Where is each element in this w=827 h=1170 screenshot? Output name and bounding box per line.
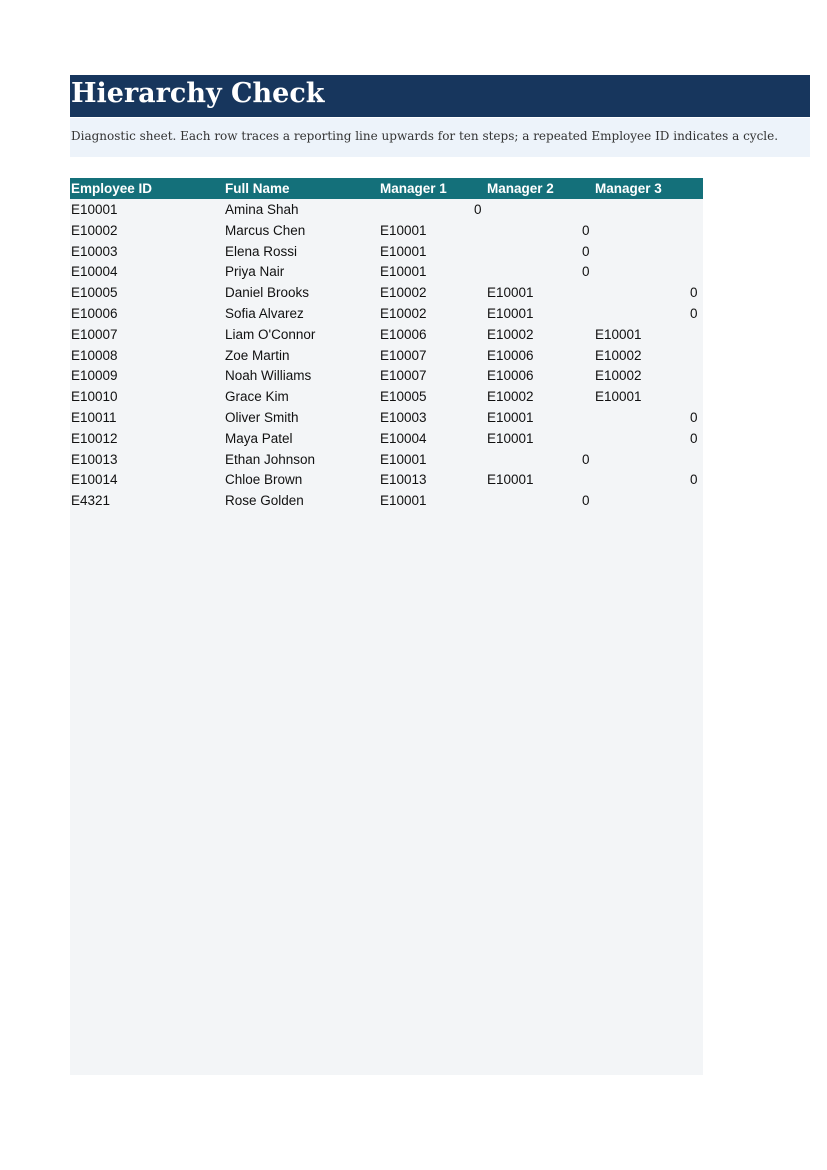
table-row bbox=[70, 491, 703, 512]
column-header-manager-3[interactable]: Manager 3 bbox=[595, 181, 662, 196]
manager-1-cell[interactable]: E10001 bbox=[380, 243, 427, 259]
manager-1-cell[interactable]: E10001 bbox=[380, 493, 427, 509]
employee-id-cell[interactable]: E10009 bbox=[71, 368, 118, 384]
column-header-employee-id[interactable]: Employee ID bbox=[71, 181, 153, 196]
manager-2-cell[interactable]: E10001 bbox=[487, 285, 534, 301]
manager-1-cell[interactable]: E10004 bbox=[380, 430, 427, 446]
manager-2-cell[interactable]: E10006 bbox=[487, 347, 534, 363]
full-name-cell[interactable]: Sofia Alvarez bbox=[225, 306, 304, 321]
manager-1-cell[interactable]: E10003 bbox=[380, 410, 427, 425]
manager-3-cell[interactable]: 0 bbox=[690, 306, 698, 321]
table-row bbox=[70, 262, 703, 283]
manager-3-cell[interactable]: E10002 bbox=[595, 347, 642, 363]
employee-id-cell[interactable]: E4321 bbox=[71, 493, 111, 509]
table-row bbox=[70, 283, 703, 304]
manager-1-cell[interactable]: E10001 bbox=[380, 451, 427, 467]
manager-1-cell[interactable]: E10013 bbox=[380, 472, 427, 488]
employee-id-cell[interactable]: E10005 bbox=[71, 285, 118, 301]
full-name-cell[interactable]: Daniel Brooks bbox=[225, 285, 310, 301]
manager-1-cell[interactable]: E10007 bbox=[380, 347, 427, 363]
manager-1-cell[interactable]: E10006 bbox=[380, 326, 427, 342]
manager-3-cell[interactable]: 0 bbox=[690, 430, 698, 446]
manager-2-cell[interactable]: E10001 bbox=[487, 430, 534, 446]
manager-3-cell[interactable]: 0 bbox=[690, 410, 698, 425]
table-row bbox=[70, 470, 703, 491]
full-name-cell[interactable]: Rose Golden bbox=[225, 493, 304, 509]
table-row bbox=[70, 366, 703, 387]
table-row bbox=[70, 346, 703, 367]
table-row bbox=[70, 387, 703, 408]
table-row bbox=[70, 325, 703, 346]
employee-id-cell[interactable]: E10008 bbox=[71, 347, 118, 363]
manager-1-cell[interactable]: E10002 bbox=[380, 306, 427, 321]
employee-id-cell[interactable]: E10013 bbox=[71, 451, 118, 467]
table-row bbox=[70, 200, 703, 221]
employee-id-cell[interactable]: E10014 bbox=[71, 472, 118, 488]
table-row bbox=[70, 450, 703, 471]
employee-id-cell[interactable]: E10006 bbox=[71, 306, 118, 321]
employee-id-cell[interactable]: E10003 bbox=[71, 243, 118, 259]
manager-1-cell[interactable]: 0 bbox=[474, 202, 482, 217]
employee-id-cell[interactable]: E10007 bbox=[71, 326, 118, 342]
employee-id-cell[interactable]: E10012 bbox=[71, 430, 118, 446]
manager-3-cell[interactable]: 0 bbox=[690, 285, 698, 301]
full-name-cell[interactable]: Liam O'Connor bbox=[225, 326, 316, 342]
employee-id-cell[interactable]: E10010 bbox=[71, 389, 118, 405]
manager-3-cell[interactable]: E10002 bbox=[595, 368, 642, 384]
subtitle-bar bbox=[70, 118, 810, 157]
manager-1-cell[interactable]: E10007 bbox=[380, 368, 427, 384]
full-name-cell[interactable]: Zoe Martin bbox=[225, 347, 290, 363]
manager-2-cell[interactable]: E10001 bbox=[487, 472, 534, 488]
full-name-cell[interactable]: Marcus Chen bbox=[225, 222, 306, 238]
manager-2-cell[interactable]: E10001 bbox=[487, 410, 534, 425]
column-header-manager-1[interactable]: Manager 1 bbox=[380, 181, 447, 196]
manager-1-cell[interactable]: E10001 bbox=[380, 222, 427, 238]
employee-id-cell[interactable]: E10011 bbox=[71, 410, 117, 425]
full-name-cell[interactable]: Chloe Brown bbox=[225, 472, 303, 488]
sheet-description: Diagnostic sheet. Each row traces a reporting line upwards for ten steps; a repeated Employee ID indicates a cycle. bbox=[71, 129, 779, 143]
employee-id-cell[interactable]: E10001 bbox=[71, 202, 118, 217]
title-bar bbox=[70, 75, 810, 117]
manager-2-cell[interactable]: 0 bbox=[582, 264, 590, 280]
full-name-cell[interactable]: Priya Nair bbox=[225, 264, 285, 280]
hierarchy-table bbox=[70, 178, 703, 1075]
manager-2-cell[interactable]: E10002 bbox=[487, 326, 534, 342]
manager-1-cell[interactable]: E10002 bbox=[380, 285, 427, 301]
full-name-cell[interactable]: Noah Williams bbox=[225, 368, 312, 384]
table-row bbox=[70, 408, 703, 429]
table-row bbox=[70, 304, 703, 325]
full-name-cell[interactable]: Ethan Johnson bbox=[225, 451, 316, 467]
table-row bbox=[70, 242, 703, 263]
sheet-title: Hierarchy Check bbox=[71, 78, 325, 109]
manager-2-cell[interactable]: 0 bbox=[582, 243, 590, 259]
manager-2-cell[interactable]: 0 bbox=[582, 222, 590, 238]
manager-2-cell[interactable]: E10001 bbox=[487, 306, 534, 321]
manager-1-cell[interactable]: E10001 bbox=[380, 264, 427, 280]
table-row bbox=[70, 429, 703, 450]
manager-2-cell[interactable]: 0 bbox=[582, 493, 590, 509]
manager-2-cell[interactable]: E10006 bbox=[487, 368, 534, 384]
table-header-row bbox=[70, 178, 703, 199]
full-name-cell[interactable]: Oliver Smith bbox=[225, 410, 299, 425]
table-row bbox=[70, 221, 703, 242]
manager-1-cell[interactable]: E10005 bbox=[380, 389, 427, 405]
employee-id-cell[interactable]: E10004 bbox=[71, 264, 118, 280]
full-name-cell[interactable]: Grace Kim bbox=[225, 389, 289, 405]
manager-2-cell[interactable]: E10002 bbox=[487, 389, 534, 405]
employee-id-cell[interactable]: E10002 bbox=[71, 222, 118, 238]
manager-2-cell[interactable]: 0 bbox=[582, 451, 590, 467]
full-name-cell[interactable]: Elena Rossi bbox=[225, 243, 298, 259]
manager-3-cell[interactable]: 0 bbox=[690, 472, 698, 488]
column-header-full-name[interactable]: Full Name bbox=[225, 181, 290, 196]
manager-3-cell[interactable]: E10001 bbox=[595, 326, 642, 342]
manager-3-cell[interactable]: E10001 bbox=[595, 389, 642, 405]
full-name-cell[interactable]: Maya Patel bbox=[225, 430, 293, 446]
column-header-manager-2[interactable]: Manager 2 bbox=[487, 181, 554, 196]
full-name-cell[interactable]: Amina Shah bbox=[225, 202, 299, 217]
